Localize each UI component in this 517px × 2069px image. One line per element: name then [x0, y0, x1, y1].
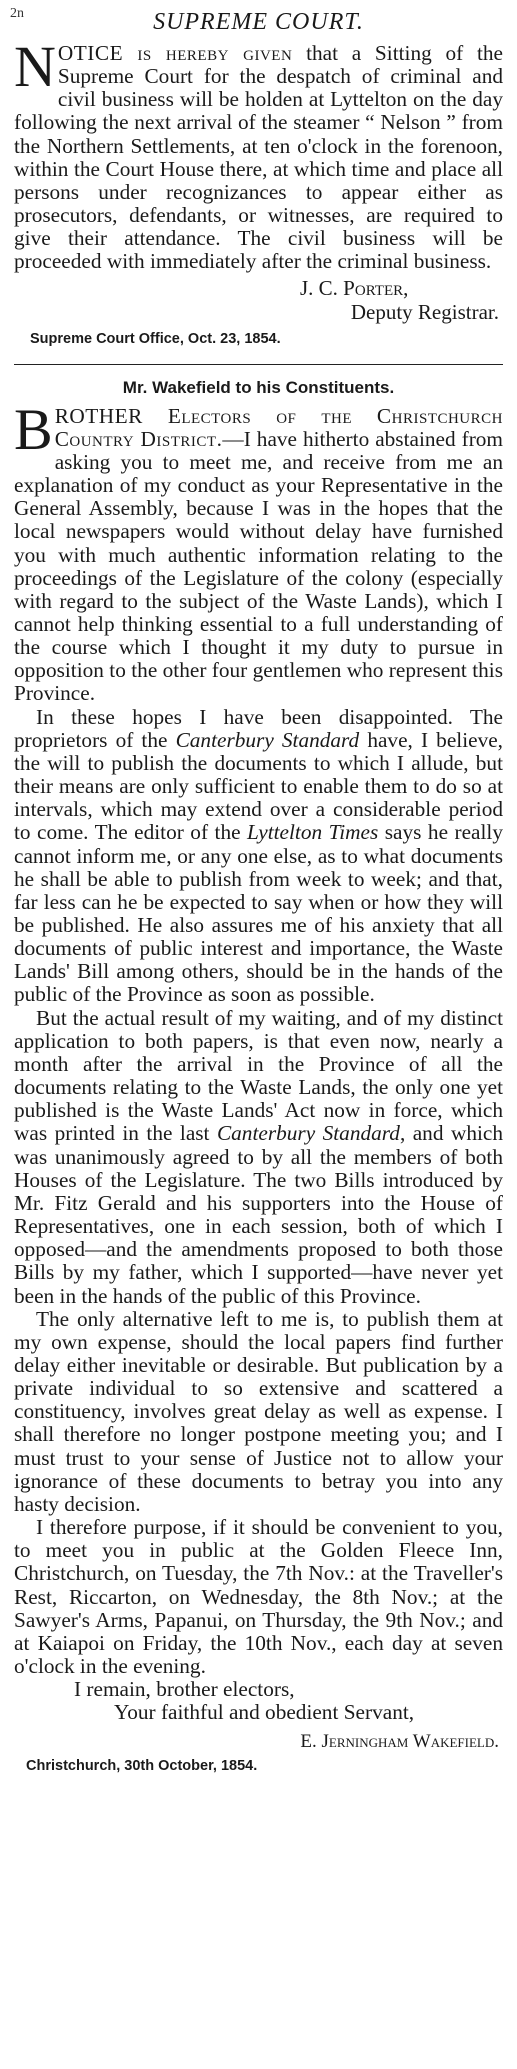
newspaper-name: Canterbury Standard: [175, 727, 360, 752]
supreme-court-notice: [14, 8, 503, 350]
notice-opening: OTICE is hereby given: [57, 41, 293, 65]
letter-closing-line-2: Your faithful and obedient Servant,: [114, 1700, 415, 1725]
letter-paragraph-1: [14, 396, 503, 706]
letter-p2-b: have, I believe, the will to publish the documents to which I allude, but their means are only sufficient to enable them to do so at intervals, which may extend over a considerable period to come. The editor of the: [14, 727, 503, 845]
letter-signature: E. Jerningham Wakefield.: [300, 1731, 499, 1753]
letter-title: Mr. Wakefield to his Constituents.: [122, 377, 395, 397]
letter-paragraph-4: The only alternative left to me is, to publish them at my own expense, should the local papers find further delay either inevitable or desirable. But publication by a private individual to so extensive and scattered a constituency, involves great delay as well as expense. I shall therefore no longer postpone meeting you; and I must trust to your sense of Justice not to allow your ignorance of these documents to betray you into any hasty decision.: [14, 1306, 503, 1516]
notice-title: SUPREME COURT.: [153, 9, 364, 35]
corner-mark: 2n: [10, 6, 24, 21]
notice-signature-title: Deputy Registrar.: [350, 299, 499, 324]
letter-paragraph-5: I therefore purpose, if it should be convenient to you, to meet you in public at the Golden Fleece Inn, Christchurch, on Tuesday, the 7th Nov.: at the Traveller's Rest, Riccarton, on Wednesday, the 8th Nov.; at the Sawyer's Arms, Papanui, on Thursday, the 9th Nov.; and at Kaiapoi on Friday, the 10th Nov., each day at seven o'clock in the evening.: [14, 1515, 503, 1678]
notice-dropcap: N: [14, 34, 55, 99]
letter-p3-b: , and which was unanimously agreed to by all the members of both Houses of the Legislature. The two Bills introduced by Mr. Fitz Gerald and his supporters into the House of Representatives, one in each session, both of which I opposed—and the amendments proposed to both those Bills by my father, which I supported—have never yet been in the hands of the public of this Province.: [14, 1121, 503, 1308]
wakefield-letter: [14, 377, 503, 1777]
newspaper-name: Lyttelton Times: [247, 820, 379, 845]
section-divider: [14, 364, 503, 365]
letter-closing-line-1: I remain, brother electors,: [74, 1677, 295, 1702]
notice-office-line: Supreme Court Office, Oct. 23, 1854.: [30, 330, 281, 347]
letter-paragraph-3: [14, 1007, 503, 1308]
letter-p1-text: —I have hitherto abstained from asking you to meet me, and receive from me an explanation of my conduct as your Representative in the General Assembly, because I was in the hopes that the local newspapers would without delay have furnished you with much authentic information relating to the proceedings of the Legislature of the colony (especially with regard to the subject of the Waste Lands), which I cannot help thinking essential to a full understanding of the course which I thought it my duty to pursue in opposition to the other four gentlemen who represent this Province.: [14, 426, 503, 706]
letter-p2-c: says he really cannot inform me, or any one else, as to what documents he shall be able to publish from week to week; and that, far less can he be expected to say when or how they will be published. He also assures me of his anxiety that all documents of public interest and importance, the Waste Lands' Bill among others, should be in the hands of the public of the Province as soon as possible.: [14, 820, 503, 1007]
letter-paragraph-2: [14, 706, 503, 1007]
letter-dropcap: B: [14, 396, 52, 462]
letter-p3-a: But the actual result of my waiting, and of my distinct application to both papers, is that even now, nearly a month after the arrival in the Province of all the documents relating to the Waste Lands, the only one yet published is the Waste Lands' Act now in force, which was printed in the last: [14, 1005, 503, 1146]
notice-body-text: that a Sitting of the Supreme Court for the despatch of criminal and civil business will be holden at Lyttelton on the day following the next arrival of the steamer “ Nelson ” from the Northern Settlements, at ten o'clock in the forenoon, within the Court House there, at which time and place all persons under recognizances to appear either as prosecutors, defendants, or witnesses, are required to give their attendance. The civil business will be proceeded with immediately after the criminal business.: [14, 41, 503, 274]
letter-dateline: Christchurch, 30th October, 1854.: [26, 1758, 258, 1775]
notice-signature-name: J. C. Porter,: [300, 275, 409, 300]
letter-opening: ROTHER Electors of the Christchurch Country District.: [54, 403, 503, 451]
newspaper-name: Canterbury Standard: [216, 1121, 400, 1146]
notice-body: [14, 34, 503, 274]
letter-p2-a: In these hopes I have been disappointed. The proprietors of the: [14, 704, 503, 752]
